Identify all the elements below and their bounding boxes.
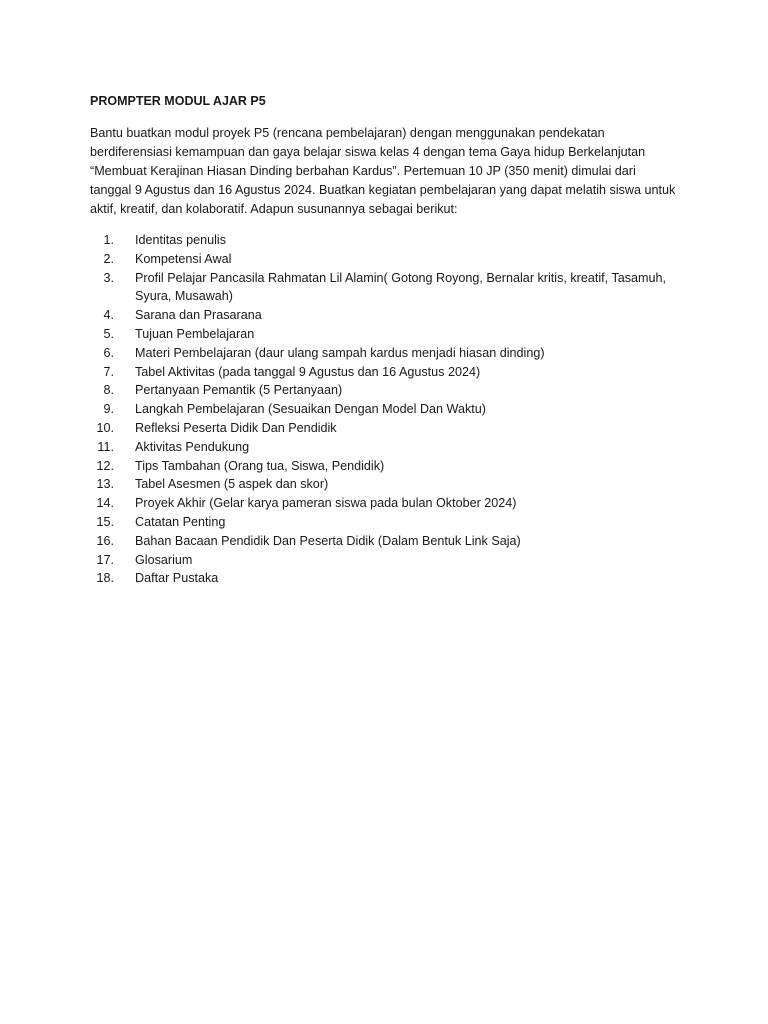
list-item (90, 400, 680, 419)
list-item-text: Tabel Asesmen (5 aspek dan skor) (135, 477, 329, 492)
list-item (90, 231, 680, 250)
list-item-text: Identitas penulis (135, 233, 227, 247)
list-item-text: Tabel Aktivitas (pada tanggal 9 Agustus dan 16 Agustus 2024) (135, 364, 481, 379)
list-item-text: Tips Tambahan (Orang tua, Siswa, Pendidik) (135, 458, 385, 473)
list-item (90, 419, 680, 438)
list-item-text: Proyek Akhir (Gelar karya pameran siswa pada bulan Oktober 2024) (135, 496, 517, 511)
list-item (90, 457, 680, 476)
list-item (90, 438, 680, 457)
list-item-text: Catatan Penting (135, 514, 226, 529)
list-item-text: Bahan Bacaan Pendidik Dan Peserta Didik (Dalam Bentuk Link Saja) (135, 533, 521, 548)
document-page (90, 92, 680, 588)
list-item-number: 5. (103, 326, 114, 341)
list-item-text: Refleksi Peserta Didik Dan Pendidik (135, 420, 337, 435)
list-item (90, 250, 680, 269)
list-item-number: 2. (103, 251, 114, 266)
list-item (90, 569, 680, 588)
list-item-text: Profil Pelajar Pancasila Rahmatan Lil Alamin( Gotong Royong, Bernalar kritis, kreatif, Tasamuh, Syura, Musawah) (135, 270, 667, 304)
list-item (90, 363, 680, 382)
section-list (90, 231, 680, 588)
list-item-number: 8. (103, 383, 114, 398)
list-item (90, 475, 680, 494)
list-item-number: 9. (103, 402, 114, 417)
list-item-number: 11. (97, 439, 114, 454)
list-item-text: Materi Pembelajaran (daur ulang sampah kardus menjadi hiasan dinding) (135, 345, 545, 360)
list-item-number: 17. (96, 552, 114, 567)
list-item-number: 10. (96, 420, 114, 435)
list-item-number: 12. (96, 458, 114, 473)
list-item-text: Aktivitas Pendukung (135, 439, 250, 454)
document-title: PROMPTER MODUL AJAR P5 (90, 94, 266, 108)
list-item-number: 16. (96, 533, 114, 548)
list-item-text: Sarana dan Prasarana (135, 308, 262, 323)
list-item-number: 1. (103, 233, 114, 247)
intro-paragraph: Bantu buatkan modul proyek P5 (rencana pembelajaran) dengan menggunakan pendekatan berdiferensiasi kemampuan dan gaya belajar siswa kelas 4 dengan tema Gaya hidup Berkelanjutan “Membuat Kerajinan Hiasan Dinding berbahan Kardus”. Pertemuan 10 JP (350 menit) dimulai dari tanggal 9 Agustus dan 16 Agustus 2024. Buatkan kegiatan pembelajaran yang dapat melatih siswa untuk aktif, kreatif, dan kolaboratif. Adapun susunannya sebagai berikut: (90, 126, 676, 216)
list-item (90, 494, 680, 513)
list-item-text: Kompetensi Awal (135, 251, 232, 266)
list-item-text: Pertanyaan Pemantik (5 Pertanyaan) (135, 383, 343, 398)
list-item-text: Glosarium (135, 552, 193, 567)
list-item (90, 381, 680, 400)
list-item-number: 15. (96, 514, 114, 529)
list-item-text: Tujuan Pembelajaran (135, 326, 255, 341)
list-item (90, 551, 680, 570)
list-item-number: 14. (96, 496, 114, 511)
list-item-text: Langkah Pembelajaran (Sesuaikan Dengan Model Dan Waktu) (135, 402, 486, 417)
list-item-number: 4. (103, 308, 114, 323)
list-item-number: 3. (103, 270, 114, 285)
list-item (90, 269, 680, 307)
list-item (90, 306, 680, 325)
list-item-number: 7. (103, 364, 114, 379)
list-item (90, 325, 680, 344)
list-item-number: 6. (103, 345, 114, 360)
list-item (90, 513, 680, 532)
list-item-number: 13. (96, 477, 114, 492)
list-item-number: 18. (96, 571, 114, 586)
list-item (90, 532, 680, 551)
list-item (90, 344, 680, 363)
list-item-text: Daftar Pustaka (135, 571, 219, 586)
